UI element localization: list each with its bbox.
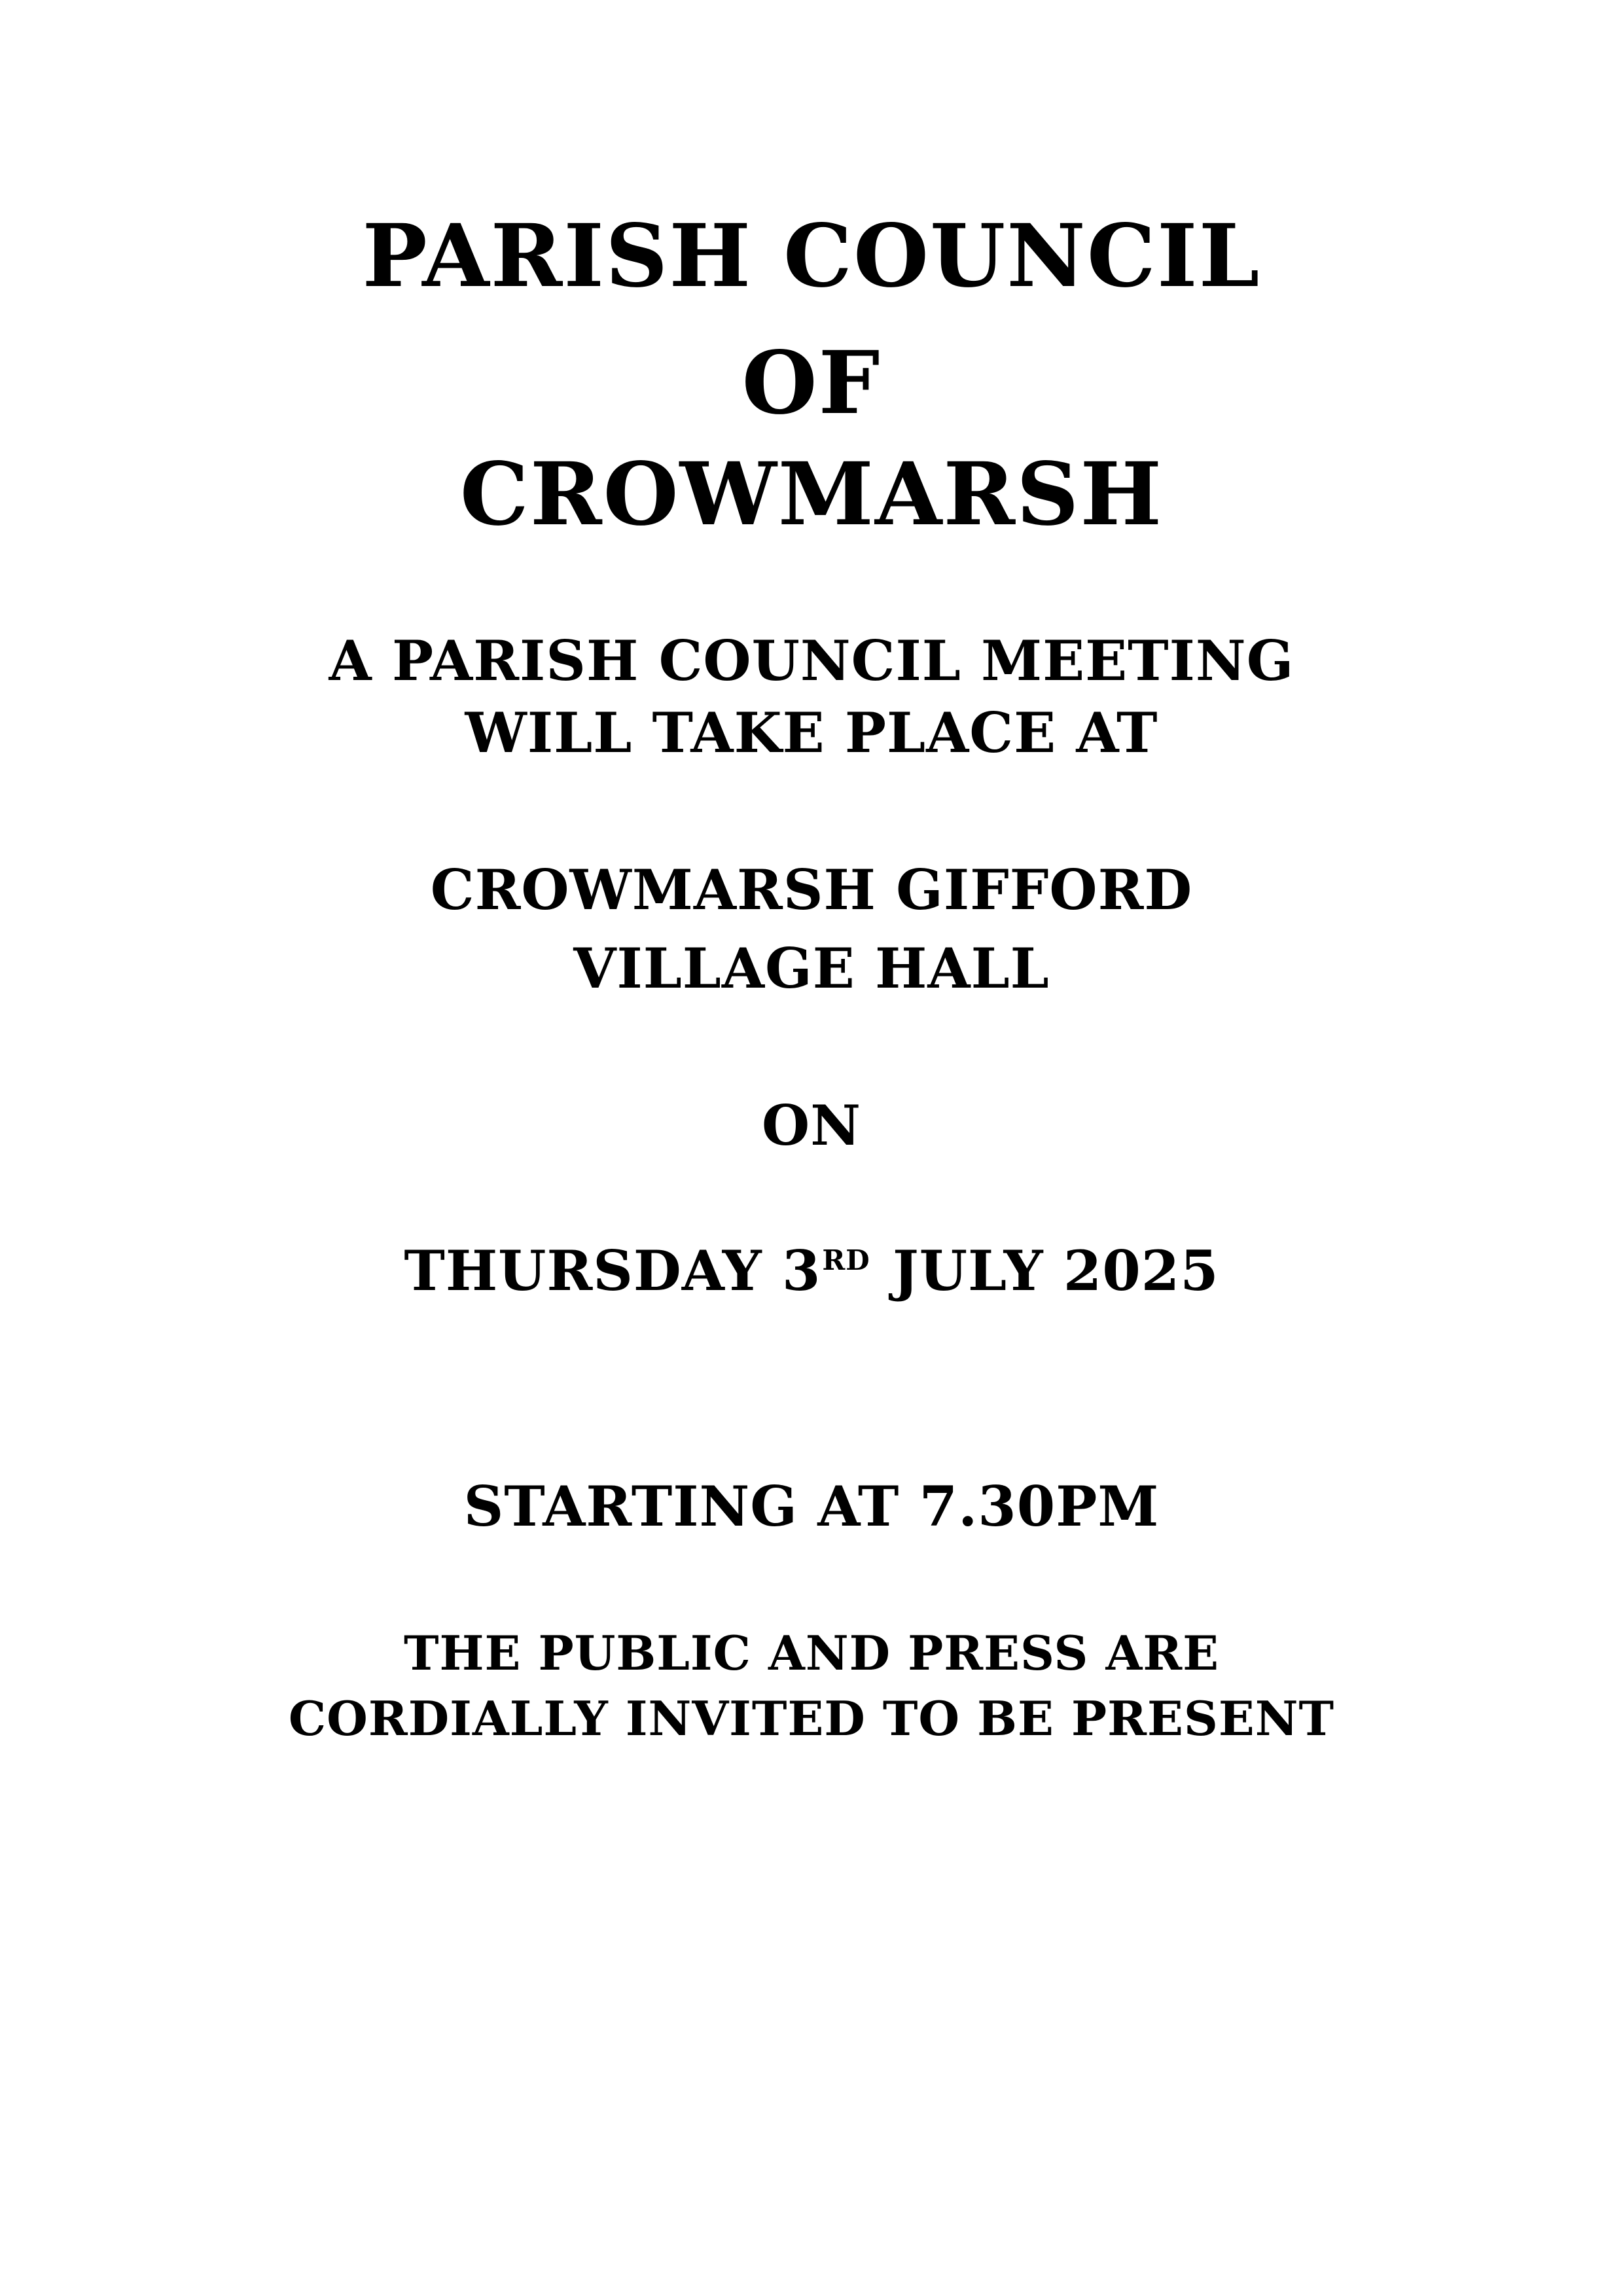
invitation-line-1: THE PUBLIC AND PRESS ARE [403, 1625, 1220, 1681]
venue-line-1: CROWMARSH GIFFORD [430, 857, 1193, 922]
date-day: THURSDAY 3 [404, 1238, 821, 1303]
invitation-line-2: CORDIALLY INVITED TO BE PRESENT [288, 1691, 1335, 1746]
venue-line-2: VILLAGE HALL [573, 936, 1050, 1001]
on-label: ON [762, 1093, 861, 1158]
title-line-3: CROWMARSH [459, 444, 1164, 545]
meeting-date [0, 1238, 1623, 1303]
start-time: STARTING AT 7.30PM [463, 1474, 1160, 1539]
title-line-1: PARISH COUNCIL [362, 206, 1261, 307]
announcement-line-1: A PARISH COUNCIL MEETING [329, 628, 1294, 693]
date-ordinal: RD [822, 1244, 870, 1276]
date-rest: JULY 2025 [872, 1238, 1219, 1303]
title-line-2: OF [741, 332, 882, 434]
announcement-line-2: WILL TAKE PLACE AT [465, 700, 1158, 765]
